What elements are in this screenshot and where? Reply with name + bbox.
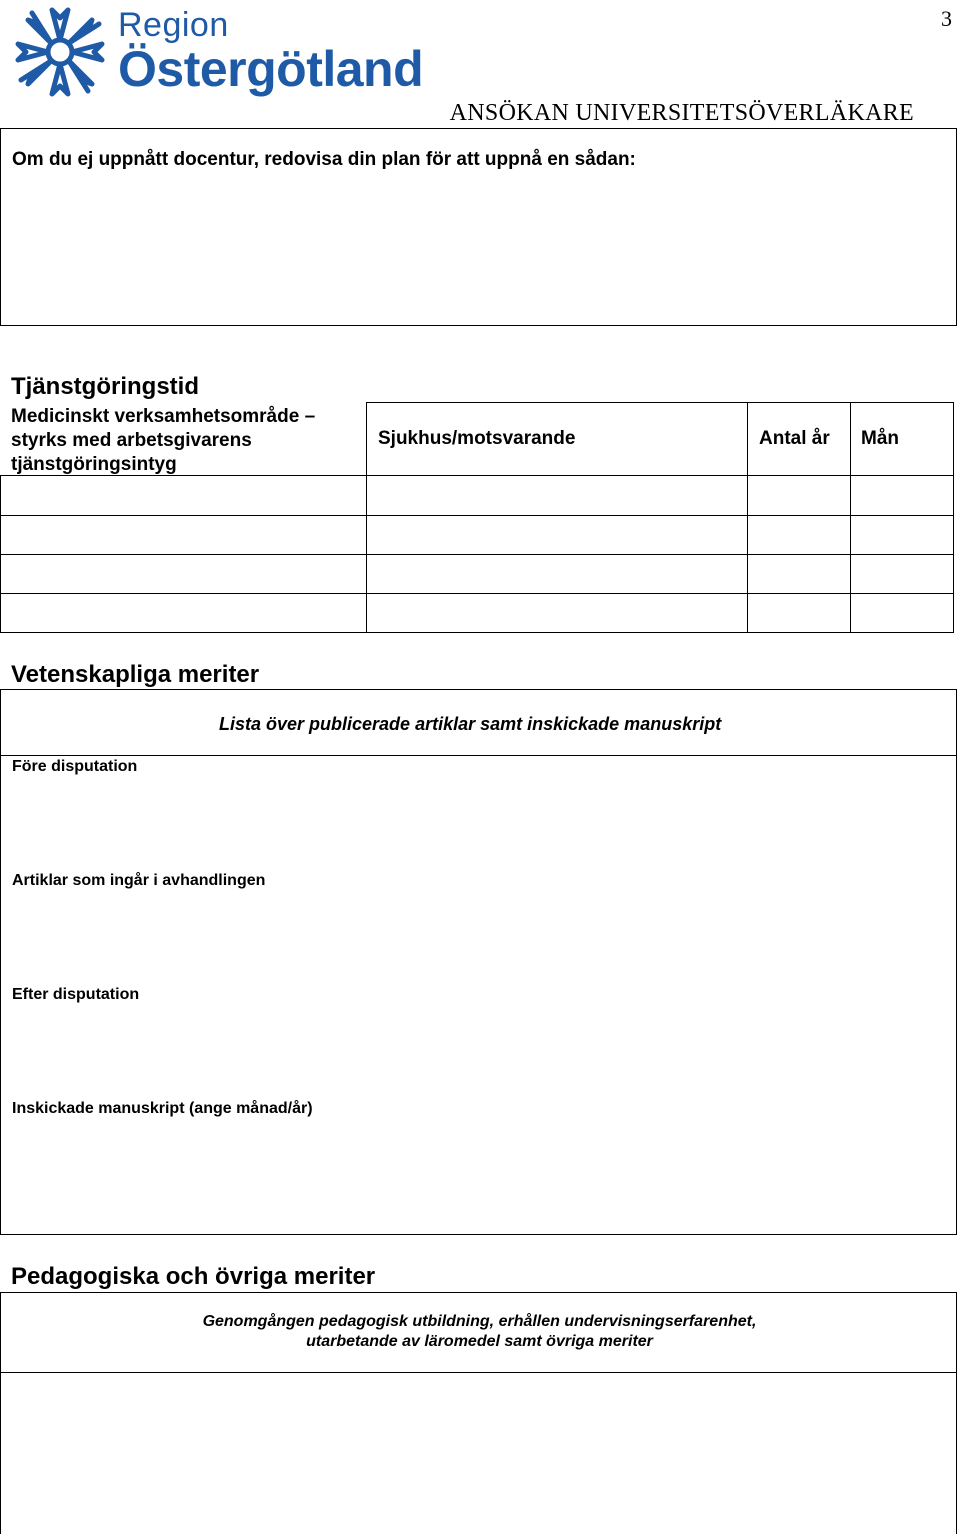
docentur-plan-box[interactable] [0, 128, 957, 326]
years-input-cell[interactable] [747, 475, 851, 516]
logo-line-ostergotland: Östergötland [118, 41, 424, 97]
months-input-cell[interactable] [850, 554, 954, 594]
years-input-cell[interactable] [747, 593, 851, 633]
service-time-table [0, 402, 954, 633]
service-time-heading: Tjänstgöringstid [11, 373, 199, 400]
pedagogic-subheader [1, 1312, 958, 1352]
publication-list-header: Lista över publicerade artiklar samt inskickade manuskript [219, 714, 722, 734]
pedagogic-subheader-line: Genomgången pedagogisk utbildning, erhållen undervisningserfarenhet, [202, 1313, 757, 1330]
publication-list-header-box [0, 689, 957, 756]
document-title: ANSÖKAN UNIVERSITETSÖVERLÄKARE [449, 100, 914, 126]
years-header-label: Antal år [759, 428, 830, 449]
area-input-cell[interactable] [0, 475, 367, 516]
scientific-merits-heading: Vetenskapliga meriter [11, 661, 260, 688]
months-input-cell[interactable] [850, 475, 954, 516]
area-input-cell[interactable] [0, 515, 367, 555]
area-input-cell[interactable] [0, 593, 367, 633]
region-ostergotland-logo [8, 0, 424, 104]
docentur-prompt: Om du ej uppnått docentur, redovisa din plan för att uppnå en sådan: [12, 149, 636, 170]
pedagogic-subheader-line: utarbetande av läromedel samt övriga meriter [306, 1333, 653, 1350]
hospital-input-cell[interactable] [366, 593, 748, 633]
area-input-cell[interactable] [0, 554, 367, 594]
months-input-cell[interactable] [850, 515, 954, 555]
hospital-input-cell[interactable] [366, 554, 748, 594]
hospital-header-label: Sjukhus/motsvarande [378, 428, 576, 449]
months-header-label: Mån [861, 428, 899, 449]
thesis-articles-label: Artiklar som ingår i avhandlingen [12, 872, 266, 889]
area-column-header [11, 405, 361, 477]
pedagogic-header-box [0, 1292, 957, 1373]
hospital-input-cell[interactable] [366, 475, 748, 516]
months-column-header [850, 402, 954, 476]
pedagogic-input-box[interactable] [0, 1372, 957, 1534]
hospital-column-header [366, 402, 748, 476]
years-column-header [747, 402, 851, 476]
before-disputation-label: Före disputation [12, 758, 138, 775]
pedagogic-merits-heading: Pedagogiska och övriga meriter [11, 1263, 376, 1290]
page-number: 3 [941, 6, 952, 31]
months-input-cell[interactable] [850, 593, 954, 633]
years-input-cell[interactable] [747, 554, 851, 594]
area-header-line: tjänstgöringsintyg [11, 454, 177, 475]
hospital-input-cell[interactable] [366, 515, 748, 555]
after-disputation-label: Efter disputation [12, 986, 140, 1003]
submitted-manuscripts-label: Inskickade manuskript (ange månad/år) [12, 1100, 313, 1117]
cornflower-logo-icon [10, 2, 110, 102]
logo-line-region: Region [118, 6, 229, 44]
publication-list-box[interactable] [0, 755, 957, 1235]
area-header-line: styrks med arbetsgivarens [11, 430, 252, 451]
years-input-cell[interactable] [747, 515, 851, 555]
area-header-line: Medicinskt verksamhetsområde – [11, 406, 316, 427]
